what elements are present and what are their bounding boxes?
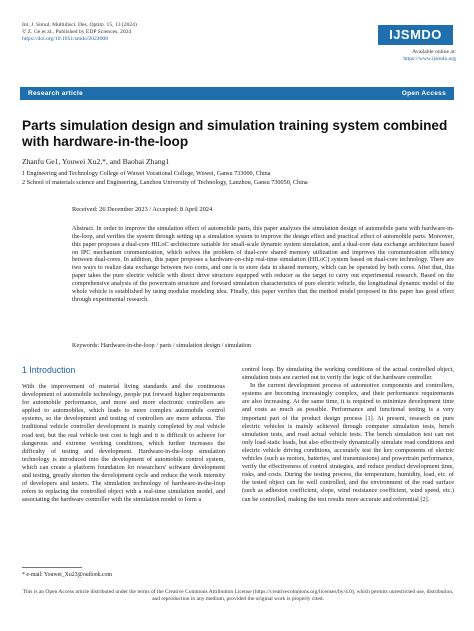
journal-logo: IJSMDO — [378, 25, 453, 45]
affiliation-1: 1 Engineering and Technology College of Wuwei Vocational College, Wuwei, Gansu 733000, China — [22, 170, 271, 177]
journal-line: Int. J. Simul. Multidisci. Des. Optim. 15, 13 (2024) — [22, 22, 137, 28]
intro-paragraph: In the current development process of automotive components and controllers, systems are becoming increasingly complex, and their performance requirements are also increasing. At the same time, it is required to minimize development time and costs as much as possible. Performance and functional testing is a very important part of the product design process [1]. At present, research on pure electric vehicles is mainly achieved through computer simulation tests, bench simulation tests, and road actual vehicle tests. The bench simulation test can not only load static loads, but also effectively dynamically simulate road conditions and electric vehicle driving conditions, accurately test the key components of electric vehicles (such as motors, batteries, and transmissions) and powertrain performance, verify the effectiveness of control strategies, and reduce product development time, risks, and costs. During the testing process, the temperature, humidity, load, etc. of the tested object can be well controlled, and the environment of the road surface (such as adhesion coefficient, slope, wind resistance coefficient, wind speed, etc.) can be controlled, making the test results more accurate and referential [2]. — [242, 382, 454, 503]
received-accepted-dates: Received: 26 December 2023 / Accepted: 8 April 2024 — [72, 206, 213, 213]
footnote-divider — [22, 567, 82, 568]
article-type-label: Research article — [28, 90, 84, 97]
intro-paragraph: control loop. By simulating the working conditions of the actual controlled object, simulation tests are carried out to verify the logic of the hardware controller. — [242, 366, 454, 382]
article-type-banner — [20, 87, 454, 100]
journal-citation — [22, 22, 137, 43]
abstract-text: Abstract. In order to improve the simulation effect of automobile parts, this paper analyzes the simulation design of automobile parts with hardware-in-the-loop, and verifies the system through setting up a simulation system to improve the design effect and practical effect of automobile parts. Moreover, this paper proposes a dual-core HILoC architecture suitable for small-scale dynamic system simulation, and a dual-core data exchange architecture based on IPC mechanism communication, which solves the problem of dual-core shared memory utilization and improves the communication efficiency between dual-cores. In addition, this paper proposes a hardware-on-chip real-time simulation (HILoC) system based on dual-core technology. There are two ways to realize data exchange between two cores, and one is to store data in shared memory, which can be operated by both cores. After that, this paper takes the pure electric vehicle with direct drive structure equipped with reducer as the target to carry out experimental research. Based on the comprehensive analysis of the powertrain structure and forward simulation characteristics of pure electric vehicle, the longitudinal dynamic model of the whole vehicle is established by using modular modeling idea. Finally, this paper verifies that the method model proposed in this paper has good effect through experimental research. — [72, 225, 454, 303]
intro-left-column: With the improvement of material living standards and the continuous development of automobile technology, people put forward higher requirements for automobile performance, and more and more electronic controllers are applied to automobiles, which leads to more complex automobile control systems, so the development and testing of controllers are more arduous. The traditional vehicle controller development is mainly completed by real vehicle road test, but the real vehicle test cost is high and it is difficult to achieve for dangerous and extreme working conditions, which further increases the difficulty of testing and development. Hardware-in-the-loop simulation technology is introduced into the development of automobile control system, which can create a platform foundation for researchers' software development and testing, greatly shorten the development cycle and reduce the work intensity of developers and testers. The simulation technology of hardware-in-the-loop refers to replacing the controlled object with a real-time simulation model, and associating the hardware controller with the simulation model to form a — [22, 383, 225, 504]
open-access-label: Open Access — [401, 90, 446, 97]
doi-link[interactable]: https://doi.org/10.1051/smdo/2024008 — [22, 36, 108, 42]
license-footer: This is an Open Access article distributed under the terms of the Creative Commons Attribution License (https://creativecommons.org/licenses/by/4.0), which permits unrestricted use, distribution, and reproduction in any medium, provided the original work is properly cited. — [22, 589, 454, 602]
affiliation-2: 2 School of materials science and Engineering, Lanzhou University of Technology, Lanzhou, Gansu 730050, China — [22, 178, 308, 186]
section-heading-introduction: 1 Introduction — [22, 365, 76, 375]
site-link[interactable]: https://www.ijsmdo.org — [403, 56, 456, 62]
article-title: Parts simulation design and simulation training system combined with hardware-in-the-loop — [22, 118, 448, 149]
corresponding-email-footnote: * e-mail: Youwei_Xu23@outlook.com — [22, 572, 113, 578]
copyright-line: © Z. Ge et al., Published by EDP Sciences, 2024 — [22, 29, 132, 35]
available-label: Available online at: — [412, 49, 456, 55]
keywords: Keywords: Hardware-in-the-loop / parts / simulation design / simulation — [72, 342, 252, 349]
author-list: Zhanfu Ge1, Youwei Xu2,*, and Baohai Zhang1 — [22, 157, 170, 166]
affiliations — [22, 170, 452, 187]
availability-note — [360, 49, 456, 63]
intro-right-column — [242, 366, 454, 504]
